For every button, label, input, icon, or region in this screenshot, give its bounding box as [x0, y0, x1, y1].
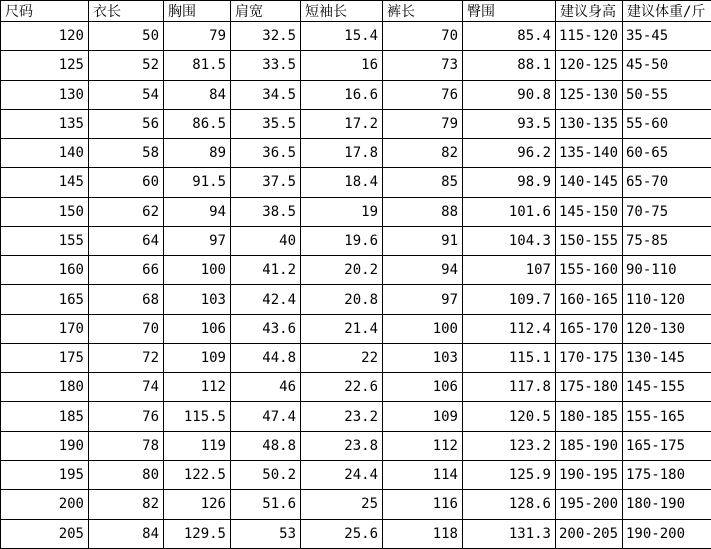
table-cell: 145-150 [556, 197, 623, 226]
table-cell: 35-45 [623, 22, 711, 51]
table-row [1, 373, 711, 402]
table-cell: 89 [164, 139, 231, 168]
table-row [1, 51, 711, 80]
table-cell: 55-60 [623, 109, 711, 138]
table-cell: 165-170 [556, 314, 623, 343]
table-cell: 94 [164, 197, 231, 226]
table-cell: 200 [1, 490, 89, 519]
table-cell: 80 [89, 460, 164, 489]
table-cell: 106 [383, 373, 463, 402]
table-cell: 135 [1, 109, 89, 138]
table-cell: 93.5 [463, 109, 556, 138]
table-cell: 131.3 [463, 519, 556, 548]
table-cell: 62 [89, 197, 164, 226]
table-cell: 145-155 [623, 373, 711, 402]
table-row [1, 431, 711, 460]
table-cell: 70 [89, 314, 164, 343]
table-cell: 117.8 [463, 373, 556, 402]
table-cell: 66 [89, 256, 164, 285]
table-cell: 180-190 [623, 490, 711, 519]
table-cell: 42.4 [231, 285, 301, 314]
table-cell: 35.5 [231, 109, 301, 138]
column-header: 裤长 [383, 1, 463, 22]
table-cell: 128.6 [463, 490, 556, 519]
table-cell: 129.5 [164, 519, 231, 548]
table-row [1, 256, 711, 285]
table-cell: 122.5 [164, 460, 231, 489]
table-cell: 115.1 [463, 343, 556, 372]
table-cell: 16.6 [301, 80, 383, 109]
table-cell: 50-55 [623, 80, 711, 109]
table-cell: 48.8 [231, 431, 301, 460]
table-cell: 37.5 [231, 168, 301, 197]
table-cell: 97 [383, 285, 463, 314]
header-row [1, 1, 711, 22]
table-cell: 73 [383, 51, 463, 80]
table-cell: 85 [383, 168, 463, 197]
table-cell: 76 [383, 80, 463, 109]
table-cell: 123.2 [463, 431, 556, 460]
table-row [1, 285, 711, 314]
table-cell: 125 [1, 51, 89, 80]
column-header: 建议身高 [556, 1, 623, 22]
table-cell: 52 [89, 51, 164, 80]
table-row [1, 80, 711, 109]
table-cell: 110-120 [623, 285, 711, 314]
table-cell: 40 [231, 226, 301, 255]
table-cell: 97 [164, 226, 231, 255]
table-cell: 38.5 [231, 197, 301, 226]
table-cell: 140 [1, 139, 89, 168]
table-cell: 79 [383, 109, 463, 138]
table-cell: 180-185 [556, 402, 623, 431]
table-cell: 33.5 [231, 51, 301, 80]
table-cell: 21.4 [301, 314, 383, 343]
table-cell: 96.2 [463, 139, 556, 168]
table-cell: 145 [1, 168, 89, 197]
column-header: 胸围 [164, 1, 231, 22]
table-cell: 130-145 [623, 343, 711, 372]
table-cell: 130 [1, 80, 89, 109]
table-row [1, 460, 711, 489]
table-cell: 70-75 [623, 197, 711, 226]
table-cell: 78 [89, 431, 164, 460]
table-cell: 125.9 [463, 460, 556, 489]
table-cell: 101.6 [463, 197, 556, 226]
table-cell: 94 [383, 256, 463, 285]
table-cell: 104.3 [463, 226, 556, 255]
table-row [1, 109, 711, 138]
table-cell: 17.2 [301, 109, 383, 138]
table-cell: 109 [164, 343, 231, 372]
table-cell: 118 [383, 519, 463, 548]
table-cell: 114 [383, 460, 463, 489]
table-row [1, 226, 711, 255]
table-cell: 155-165 [623, 402, 711, 431]
table-cell: 34.5 [231, 80, 301, 109]
table-cell: 20.2 [301, 256, 383, 285]
table-cell: 74 [89, 373, 164, 402]
table-cell: 79 [164, 22, 231, 51]
table-cell: 25.6 [301, 519, 383, 548]
table-row [1, 343, 711, 372]
table-cell: 175 [1, 343, 89, 372]
table-cell: 84 [164, 80, 231, 109]
table-cell: 170 [1, 314, 89, 343]
table-cell: 32.5 [231, 22, 301, 51]
table-cell: 115.5 [164, 402, 231, 431]
table-cell: 150 [1, 197, 89, 226]
table-cell: 126 [164, 490, 231, 519]
table-cell: 36.5 [231, 139, 301, 168]
table-cell: 107 [463, 256, 556, 285]
table-row [1, 314, 711, 343]
table-cell: 155-160 [556, 256, 623, 285]
table-cell: 160-165 [556, 285, 623, 314]
table-cell: 65-70 [623, 168, 711, 197]
table-cell: 70 [383, 22, 463, 51]
table-cell: 120-125 [556, 51, 623, 80]
table-cell: 195 [1, 460, 89, 489]
column-header: 尺码 [1, 1, 89, 22]
table-cell: 18.4 [301, 168, 383, 197]
column-header: 臀围 [463, 1, 556, 22]
table-row [1, 22, 711, 51]
table-cell: 60 [89, 168, 164, 197]
table-cell: 22 [301, 343, 383, 372]
table-row [1, 168, 711, 197]
table-cell: 50.2 [231, 460, 301, 489]
table-cell: 125-130 [556, 80, 623, 109]
table-cell: 54 [89, 80, 164, 109]
table-row [1, 519, 711, 548]
table-cell: 50 [89, 22, 164, 51]
table-cell: 112 [383, 431, 463, 460]
table-cell: 19 [301, 197, 383, 226]
table-cell: 82 [89, 490, 164, 519]
table-cell: 180 [1, 373, 89, 402]
table-cell: 90-110 [623, 256, 711, 285]
table-cell: 150-155 [556, 226, 623, 255]
table-cell: 120.5 [463, 402, 556, 431]
table-cell: 135-140 [556, 139, 623, 168]
table-cell: 190-200 [623, 519, 711, 548]
table-cell: 22.6 [301, 373, 383, 402]
table-cell: 91.5 [164, 168, 231, 197]
table-cell: 82 [383, 139, 463, 168]
table-cell: 20.8 [301, 285, 383, 314]
table-cell: 155 [1, 226, 89, 255]
column-header: 肩宽 [231, 1, 301, 22]
table-cell: 112.4 [463, 314, 556, 343]
table-cell: 119 [164, 431, 231, 460]
table-cell: 195-200 [556, 490, 623, 519]
table-cell: 75-85 [623, 226, 711, 255]
table-cell: 68 [89, 285, 164, 314]
table-row [1, 402, 711, 431]
table-cell: 140-145 [556, 168, 623, 197]
table-cell: 175-180 [623, 460, 711, 489]
table-cell: 165 [1, 285, 89, 314]
column-header: 建议体重/斤 [623, 1, 711, 22]
table-cell: 72 [89, 343, 164, 372]
table-cell: 112 [164, 373, 231, 402]
table-cell: 88.1 [463, 51, 556, 80]
table-cell: 86.5 [164, 109, 231, 138]
table-cell: 109.7 [463, 285, 556, 314]
table-cell: 130-135 [556, 109, 623, 138]
table-cell: 19.6 [301, 226, 383, 255]
table-cell: 85.4 [463, 22, 556, 51]
table-cell: 109 [383, 402, 463, 431]
table-cell: 160 [1, 256, 89, 285]
column-header: 短袖长 [301, 1, 383, 22]
table-cell: 43.6 [231, 314, 301, 343]
table-cell: 15.4 [301, 22, 383, 51]
table-cell: 88 [383, 197, 463, 226]
table-cell: 47.4 [231, 402, 301, 431]
table-cell: 170-175 [556, 343, 623, 372]
table-cell: 106 [164, 314, 231, 343]
table-cell: 190 [1, 431, 89, 460]
column-header: 衣长 [89, 1, 164, 22]
table-cell: 56 [89, 109, 164, 138]
table-cell: 76 [89, 402, 164, 431]
table-cell: 120-130 [623, 314, 711, 343]
table-cell: 205 [1, 519, 89, 548]
table-cell: 90.8 [463, 80, 556, 109]
table-cell: 190-195 [556, 460, 623, 489]
table-cell: 23.2 [301, 402, 383, 431]
table-cell: 103 [164, 285, 231, 314]
table-row [1, 197, 711, 226]
table-cell: 81.5 [164, 51, 231, 80]
table-cell: 84 [89, 519, 164, 548]
table-cell: 185-190 [556, 431, 623, 460]
table-cell: 116 [383, 490, 463, 519]
table-cell: 16 [301, 51, 383, 80]
table-row [1, 490, 711, 519]
table-cell: 175-180 [556, 373, 623, 402]
table-cell: 100 [164, 256, 231, 285]
table-cell: 46 [231, 373, 301, 402]
table-cell: 58 [89, 139, 164, 168]
table-cell: 25 [301, 490, 383, 519]
table-cell: 60-65 [623, 139, 711, 168]
table-cell: 200-205 [556, 519, 623, 548]
table-cell: 17.8 [301, 139, 383, 168]
table-cell: 51.6 [231, 490, 301, 519]
table-cell: 53 [231, 519, 301, 548]
table-cell: 98.9 [463, 168, 556, 197]
table-cell: 120 [1, 22, 89, 51]
table-cell: 24.4 [301, 460, 383, 489]
table-cell: 23.8 [301, 431, 383, 460]
table-cell: 41.2 [231, 256, 301, 285]
table-row [1, 139, 711, 168]
table-cell: 165-175 [623, 431, 711, 460]
table-cell: 185 [1, 402, 89, 431]
table-cell: 64 [89, 226, 164, 255]
table-cell: 44.8 [231, 343, 301, 372]
table-cell: 91 [383, 226, 463, 255]
table-cell: 45-50 [623, 51, 711, 80]
table-cell: 115-120 [556, 22, 623, 51]
table-cell: 100 [383, 314, 463, 343]
table-cell: 103 [383, 343, 463, 372]
